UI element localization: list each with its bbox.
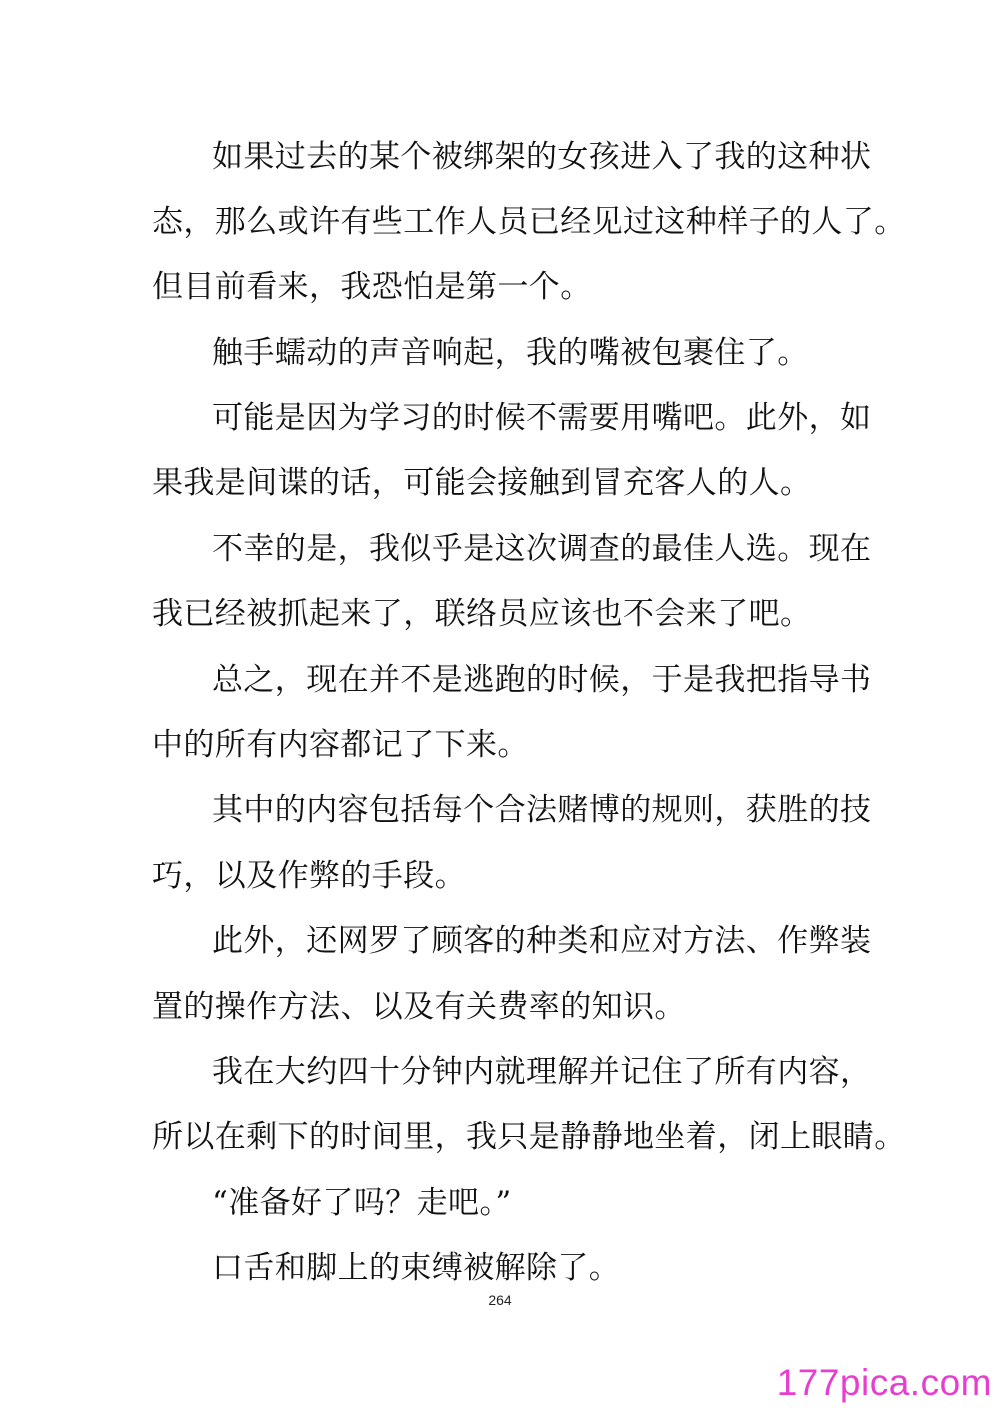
text-line: 可能是因为学习的时候不需要用嘴吧。此外，如 [212,400,872,436]
page-number: 264 [488,1292,512,1308]
text-line: 我在大约四十分钟内就理解并记住了所有内容， [212,1054,872,1090]
text-line: 果我是间谍的话，可能会接触到冒充客人的人。 [152,465,812,501]
text-line: 此外，还网罗了顾客的种类和应对方法、作弊装 [212,923,872,959]
text-line: 我已经被抓起来了，联络员应该也不会来了吧。 [152,596,812,632]
text-line: 所以在剩下的时间里，我只是静静地坐着，闭上眼睛。 [152,1119,906,1155]
text-line: 不幸的是，我似乎是这次调查的最佳人选。现在 [212,531,872,567]
text-line: 触手蠕动的声音响起，我的嘴被包裹住了。 [212,335,809,371]
text-line: 口舌和脚上的束缚被解除了。 [212,1250,621,1286]
text-line: 如果过去的某个被绑架的女孩进入了我的这种状 [212,139,872,175]
text-line: “准备好了吗？走吧。” [212,1185,512,1221]
text-line: 其中的内容包括每个合法赌博的规则，获胜的技 [212,792,872,828]
text-line: 态，那么或许有些工作人员已经见过这种样子的人了。 [152,204,906,240]
text-line: 但目前看来，我恐怕是第一个。 [152,269,592,305]
text-line: 置的操作方法、以及有关费率的知识。 [152,989,686,1025]
text-line: 中的所有内容都记了下来。 [152,727,529,763]
text-line: 巧，以及作弊的手段。 [152,858,466,894]
watermark: 177pica.com [776,1362,992,1403]
text-line: 总之，现在并不是逃跑的时候，于是我把指导书 [212,662,872,698]
